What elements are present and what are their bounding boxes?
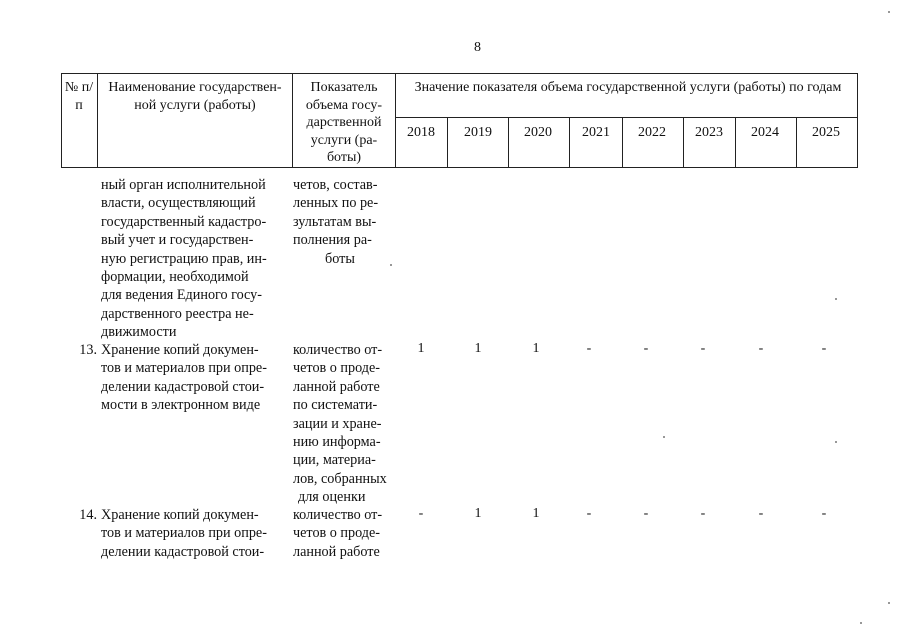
header-border-right — [857, 73, 858, 168]
value-2022: - — [643, 341, 649, 356]
text-line: делении кадастровой стои- — [101, 543, 265, 560]
value-2025: - — [821, 341, 827, 356]
text-line: формации, необходимой — [101, 269, 249, 286]
text-line: для ведения Единого госу- — [101, 287, 262, 304]
text-line: количество от- — [293, 507, 383, 523]
value-2022: - — [643, 506, 649, 521]
value-2024: - — [758, 506, 764, 521]
service-name — [101, 176, 289, 342]
text-line: по системати- — [293, 397, 378, 414]
text-line: ную регистрацию прав, ин- — [101, 250, 267, 267]
header-col-values-title: Значение показателя объема государственной услуги (работы) по годам — [414, 80, 842, 95]
text-line: ланной работе — [293, 543, 380, 560]
header-border-indicator — [395, 73, 396, 168]
indicator-text — [293, 341, 391, 507]
header-year-divider — [395, 117, 858, 118]
service-name — [101, 341, 289, 415]
scan-speck — [663, 436, 665, 438]
text-line: четов, состав- — [293, 177, 378, 193]
text-line: тов и материалов при опре- — [101, 360, 267, 377]
indicator-text — [293, 506, 391, 561]
text-line: ный орган исполнительной — [101, 177, 266, 193]
header-col-number: № п/п — [64, 80, 94, 113]
header-border-name — [292, 73, 293, 168]
value-2020: 1 — [532, 341, 540, 356]
text-line: четов о проде- — [293, 525, 381, 542]
value-2019: 1 — [474, 341, 482, 356]
header-border-y2020 — [569, 117, 570, 168]
service-name — [101, 506, 289, 561]
value-2023: - — [700, 506, 706, 521]
header-year: 2024 — [751, 125, 779, 140]
header-border-y2019 — [508, 117, 509, 168]
row-number: 13. — [79, 342, 97, 358]
text-line: ции, материа- — [293, 452, 376, 469]
text-line: четов о проде- — [293, 360, 381, 377]
header-border-y2018 — [447, 117, 448, 168]
text-line: движимости — [101, 324, 177, 341]
text-line: мости в электронном виде — [101, 397, 261, 414]
text-line: для оценки — [298, 489, 366, 506]
header-col-indicator: Показатель объема госу-дарственной услуги (ра-боты) — [305, 80, 383, 165]
header-col-service-name: Наименование государствен-ной услуги (работы) — [108, 80, 282, 113]
scan-speck — [835, 441, 837, 443]
text-line: государственный кадастро- — [101, 213, 267, 230]
text-line: вый учет и государствен- — [101, 232, 254, 249]
value-2020: 1 — [532, 506, 540, 521]
text-line: боты — [325, 250, 355, 267]
header-border-y2024 — [796, 117, 797, 168]
header-year: 2020 — [524, 125, 552, 140]
row-number: 14. — [79, 507, 97, 523]
header-year: 2018 — [407, 125, 435, 140]
header-border-y2023 — [735, 117, 736, 168]
header-year: 2023 — [695, 125, 723, 140]
text-line: власти, осуществляющий — [101, 195, 256, 212]
text-line: лов, собранных — [293, 470, 387, 487]
text-line: ленных по ре- — [293, 195, 379, 212]
text-line: Хранение копий докумен- — [101, 507, 259, 523]
scan-speck — [888, 602, 890, 604]
text-line: полнения ра- — [293, 232, 372, 249]
header-year: 2019 — [464, 125, 492, 140]
header-year: 2022 — [638, 125, 666, 140]
scan-speck — [390, 264, 392, 266]
text-line: нию информа- — [293, 434, 381, 451]
value-2021: - — [586, 506, 592, 521]
value-2024: - — [758, 341, 764, 356]
value-2018: - — [418, 506, 424, 521]
text-line: количество от- — [293, 342, 383, 358]
text-line: зультатам вы- — [293, 213, 377, 230]
header-year: 2025 — [812, 125, 840, 140]
header-border-num — [97, 73, 98, 168]
text-line: делении кадастровой стои- — [101, 378, 265, 395]
page-number: 8 — [474, 40, 481, 55]
scan-speck — [860, 622, 862, 624]
text-line: тов и материалов при опре- — [101, 525, 267, 542]
header-border-y2022 — [683, 117, 684, 168]
value-2023: - — [700, 341, 706, 356]
text-line: ланной работе — [293, 378, 380, 395]
text-line: Хранение копий докумен- — [101, 342, 259, 358]
value-2018: 1 — [417, 341, 425, 356]
value-2021: - — [586, 341, 592, 356]
header-year: 2021 — [582, 125, 610, 140]
header-bottom-border — [61, 167, 858, 168]
value-2019: 1 — [474, 506, 482, 521]
scan-speck — [835, 298, 837, 300]
scan-speck — [888, 11, 890, 13]
text-line: дарственного реестра не- — [101, 305, 254, 322]
header-border-y2021 — [622, 117, 623, 168]
value-2025: - — [821, 506, 827, 521]
indicator-text — [293, 176, 391, 268]
header-top-border — [61, 73, 858, 74]
text-line: зации и хране- — [293, 415, 382, 432]
header-border-left — [61, 73, 62, 168]
